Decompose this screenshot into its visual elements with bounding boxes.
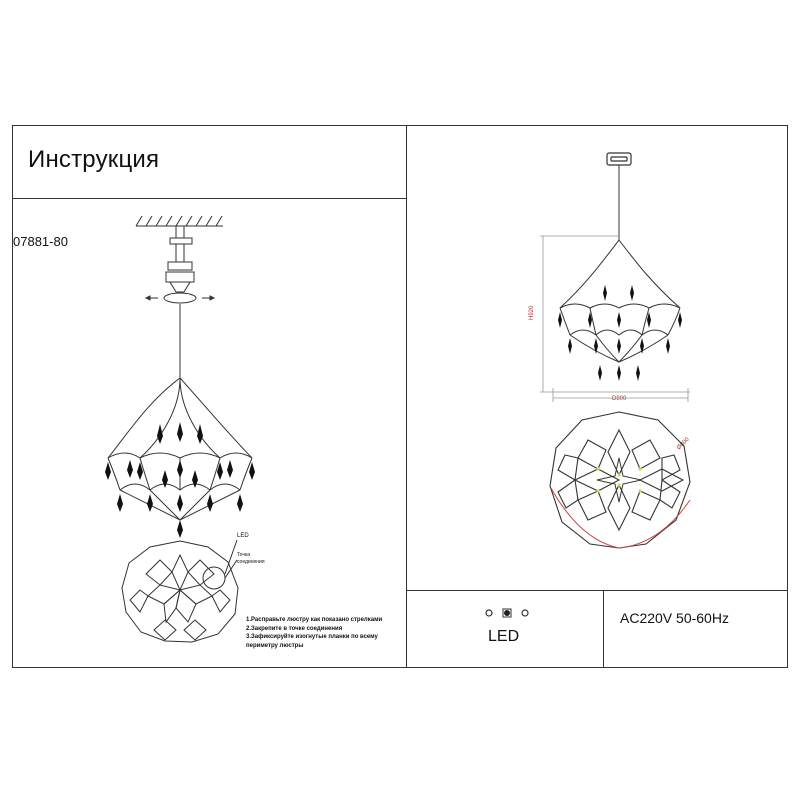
- step-1: 1.Расправьте люстру как показано стрелками: [246, 617, 383, 623]
- crystals-right: [558, 285, 682, 381]
- top-view-right: [550, 412, 690, 548]
- dimension-height: H920: [529, 305, 535, 320]
- step-3-cont: периметру люстры: [246, 642, 304, 649]
- led-icon: [486, 609, 528, 617]
- led-label: LED: [488, 628, 520, 645]
- canopy: [607, 153, 631, 165]
- callout-joint: Точка соединения: [237, 552, 265, 565]
- dimension-diameter: D800: [612, 396, 627, 402]
- power-spec: AC220V 50-60Hz: [620, 610, 729, 626]
- step-2: 2.Закрепите в точке соединения: [246, 625, 343, 632]
- callout-led: LED: [237, 533, 249, 539]
- model-number: 07881-80: [13, 234, 68, 249]
- dimension-round: Ø800: [676, 436, 691, 452]
- step-3: 3.Зафиксируйте изогнутые планки по всему: [246, 634, 378, 641]
- dimension-lines: [540, 236, 690, 402]
- page-title: Инструкция: [28, 146, 160, 173]
